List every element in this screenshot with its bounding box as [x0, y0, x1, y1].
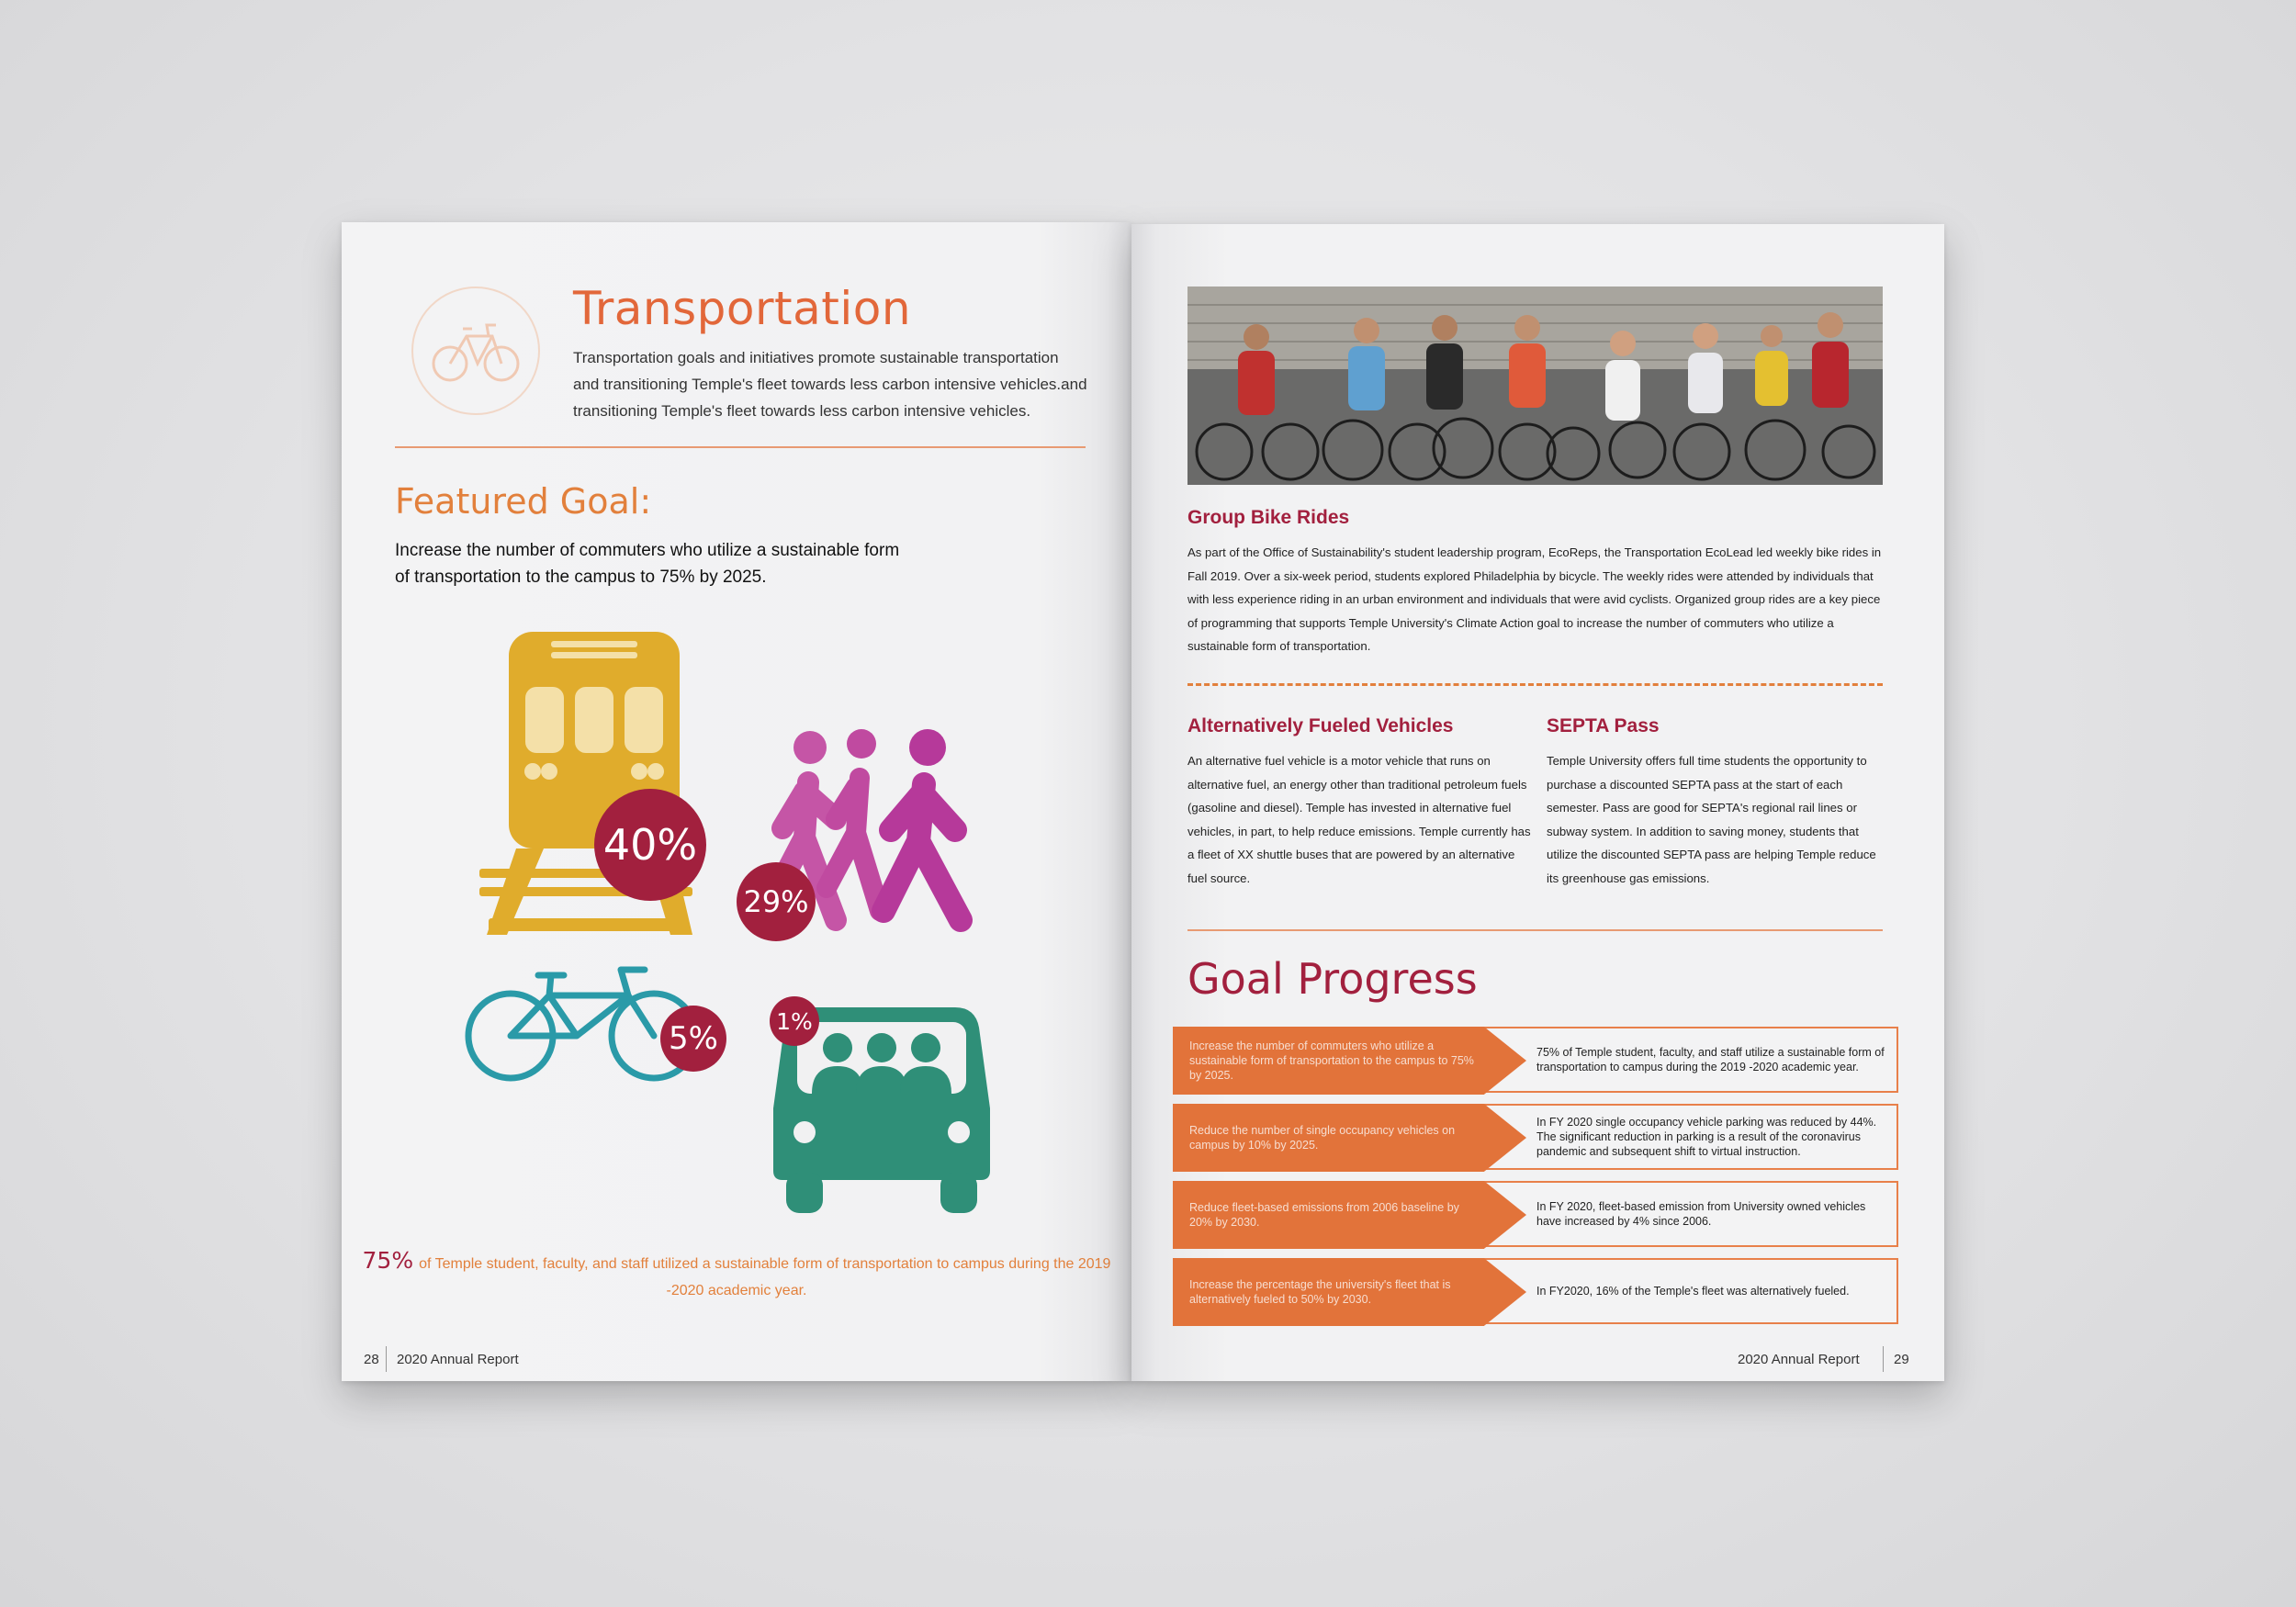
goal-text: Increase the percentage the university's fleet that is alternatively fueled to 50% by 2030. [1189, 1278, 1451, 1306]
group-bike-rides-text: As part of the Office of Sustainability's student leadership program, EcoReps, the Transportation EcoLead led weekly bike rides in Fall 2019. Over a six-week period, students explored Philadelphia by bicycle. The weekly rides were attended by individuals that with less experience riding in an urban environment and individuals that were avid cyclists. Organized group rides are a key piece of programming that supports Temple University's Climate Action goal to increase the number of commuters who utilize a sustainable form of transportation. [1187, 545, 1882, 653]
footer-separator [1883, 1346, 1884, 1372]
goal-progress-title: Goal Progress [1187, 954, 1478, 1004]
goal-text: Increase the number of commuters who utilize a sustainable form of transportation to the campus to 75% by 2025. [1189, 1039, 1474, 1082]
page-number: 28 [364, 1352, 379, 1367]
goal-progress-row [1173, 1027, 1898, 1095]
alternative-fuel-heading: Alternatively Fueled Vehicles [1187, 715, 1454, 736]
featured-goal-text: Increase the number of commuters who utilize a sustainable form of transportation to the campus to 75% by 2025. [395, 541, 900, 587]
goal-result-text: In FY2020, 16% of the Temple's fleet was alternatively fueled. [1536, 1285, 1850, 1298]
train-percent-badge: 40% [594, 789, 706, 901]
group-bike-photo [1187, 287, 1883, 485]
goal-text: Reduce the number of single occupancy vehicles on campus by 10% by 2025. [1189, 1124, 1456, 1152]
goal-progress-row [1173, 1104, 1898, 1172]
featured-goal-heading: Featured Goal: [395, 481, 652, 522]
intro-text: Transportation goals and initiatives promote sustainable transportation and transitioning Temple's fleet towards less carbon intensive vehicles.and transitioning Temple's fleet towards less carbon intensive vehicles. [573, 349, 1087, 420]
bicycle-emblem-icon [411, 287, 540, 415]
summary-stat-text: of Temple student, faculty, and staff utilized a sustainable form of transportation to campus during the 2019 -2020 academic year. [419, 1256, 1111, 1298]
goal-text: Reduce fleet-based emissions from 2006 baseline by 20% by 2030. [1189, 1201, 1459, 1229]
summary-stat-percent: 75% [362, 1247, 414, 1274]
group-bike-rides-heading: Group Bike Rides [1187, 507, 1350, 528]
goal-progress-row [1173, 1258, 1898, 1326]
right-page [1131, 224, 1944, 1381]
page-number: 29 [1894, 1352, 1909, 1367]
footer-separator [386, 1346, 387, 1372]
footer-label: 2020 Annual Report [1738, 1352, 1860, 1367]
page-title: Transportation [573, 282, 912, 335]
left-page [342, 222, 1131, 1381]
septa-pass-text: Temple University offers full time students the opportunity to purchase a discounted SEPTA pass at the start of each semester. Pass are good for SEPTA's regional rail lines or subway system. In addition to saving money, students that utilize the discounted SEPTA pass are helping Temple reduce its greenhouse gas emissions. [1547, 754, 1876, 885]
divider [1187, 929, 1883, 931]
goal-progress-row [1173, 1181, 1898, 1249]
septa-pass-heading: SEPTA Pass [1547, 715, 1660, 736]
summary-stat [342, 1247, 1131, 1304]
carpool-percent-badge: 1% [770, 996, 819, 1046]
bicycle-percent-badge: 5% [660, 1006, 726, 1072]
footer-label: 2020 Annual Report [397, 1352, 519, 1367]
walking-percent-badge: 29% [737, 862, 816, 941]
goal-result-text: 75% of Temple student, faculty, and staff utilize a sustainable form of transportation to campus during the 2019 -2020 academic year. [1536, 1046, 1885, 1073]
alternative-fuel-text: An alternative fuel vehicle is a motor vehicle that runs on alternative fuel, an energy other than traditional petroleum fuels (gasoline and diesel). Temple has invested in alternative fuel vehicles, in part, to help reduce emissions. Temple currently has a fleet of XX shuttle buses that are powered by an alternative fuel source. [1187, 754, 1531, 885]
divider [395, 446, 1086, 448]
goal-result-text: In FY 2020 single occupancy vehicle parking was reduced by 44%. The significant reduction in parking is a result of the coronavirus pandemic and subsequent shift to virtual instruction. [1536, 1116, 1877, 1158]
goal-result-text: In FY 2020, fleet-based emission from University owned vehicles have increased by 4% since 2006. [1536, 1200, 1866, 1228]
dashed-divider [1187, 683, 1883, 686]
